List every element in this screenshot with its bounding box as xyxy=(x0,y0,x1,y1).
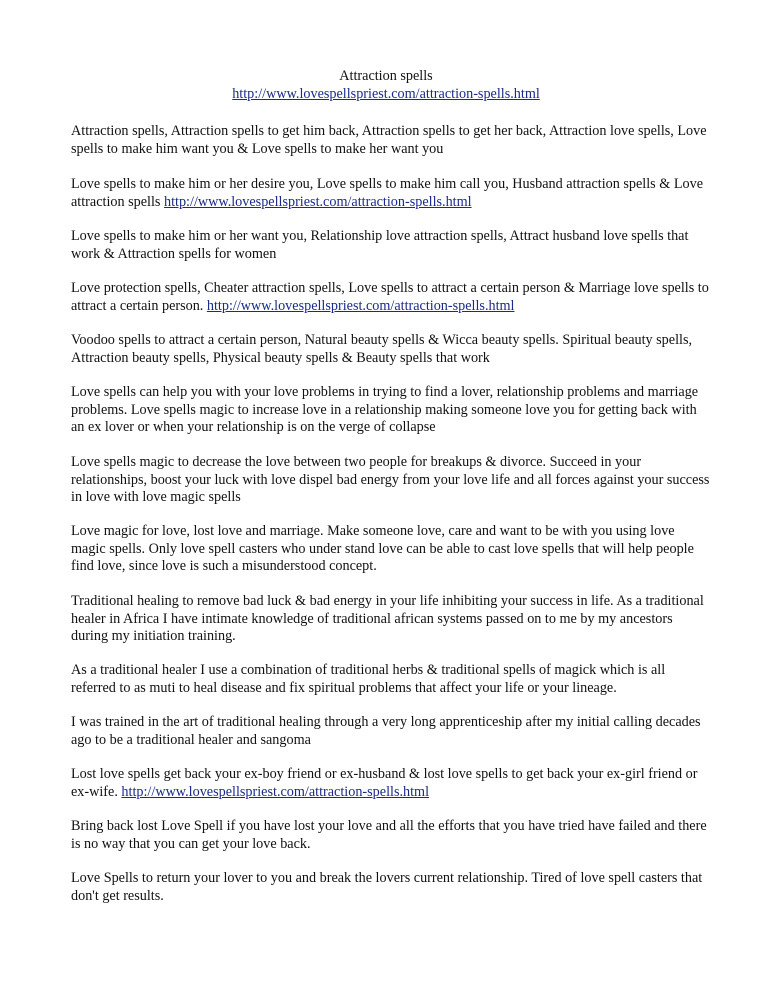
paragraph xyxy=(71,818,711,853)
title-link-line xyxy=(71,86,701,104)
paragraph-text: As a traditional healer I use a combination of traditional herbs & traditional spells of magick which is all referred to as muti to heal disease and fix spiritual problems that affect your life or your lineage. xyxy=(71,662,666,696)
paragraph xyxy=(71,332,711,367)
document-title: Attraction spells xyxy=(339,68,433,84)
paragraph xyxy=(71,280,711,315)
paragraph-text: Love Spells to return your lover to you and break the lovers current relationship. Tired of love spell casters that don't get results. xyxy=(71,870,703,904)
paragraph xyxy=(71,870,711,905)
paragraph-text: Love spells to make him or her want you, Relationship love attraction spells, Attract husband love spells that work & Attraction spells for women xyxy=(71,228,689,262)
paragraph-text: Bring back lost Love Spell if you have lost your love and all the efforts that you have tried have failed and there is no way that you can get your love back. xyxy=(71,818,707,852)
paragraph-link[interactable]: http://www.lovespellspriest.com/attraction-spells.html xyxy=(121,783,430,800)
paragraph xyxy=(71,228,711,263)
paragraph xyxy=(71,714,711,749)
paragraph xyxy=(71,454,711,507)
paragraph-text: Attraction spells, Attraction spells to get him back, Attraction spells to get her back, Attraction love spells, Love spells to make him want you & Love spells to make her want you xyxy=(71,123,707,157)
paragraph xyxy=(71,523,711,576)
paragraph-link[interactable]: http://www.lovespellspriest.com/attraction-spells.html xyxy=(206,297,515,314)
paragraph-text: Love spells magic to decrease the love between two people for breakups & divorce. Succeed in your relationships, boost your luck with love dispel bad energy from your love life and all forces against your success in love with love magic spells xyxy=(71,454,710,506)
paragraph-text: Love protection spells, Cheater attraction spells, Love spells to attract a certain person & Marriage love spells to attract a certain person. xyxy=(71,280,709,314)
paragraph xyxy=(71,662,711,697)
paragraph xyxy=(71,176,711,211)
paragraph xyxy=(71,384,711,437)
paragraph xyxy=(71,123,711,158)
paragraph-link[interactable]: http://www.lovespellspriest.com/attraction-spells.html xyxy=(163,193,472,210)
paragraph-text: I was trained in the art of traditional healing through a very long apprenticeship after my initial calling decades ago to be a traditional healer and sangoma xyxy=(71,714,701,748)
paragraph-text: Lost love spells get back your ex-boy friend or ex-husband & lost love spells to get back your ex-girl friend or ex-wife. xyxy=(71,766,698,800)
paragraph-text: Voodoo spells to attract a certain person, Natural beauty spells & Wicca beauty spells. Spiritual beauty spells, Attraction beauty spells, Physical beauty spells & Beauty spells that work xyxy=(71,332,693,366)
title-link[interactable]: http://www.lovespellspriest.com/attraction-spells.html xyxy=(232,86,540,102)
paragraph xyxy=(71,593,711,646)
paragraph-text: Love magic for love, lost love and marriage. Make someone love, care and want to be with you using love magic spells. Only love spell casters who under stand love can be able to cast love spells that will help people find love, since love is such a misunderstood concept. xyxy=(71,523,694,575)
paragraph xyxy=(71,766,711,801)
paragraph-text: Traditional healing to remove bad luck & bad energy in your life inhibiting your success in life. As a traditional healer in Africa I have intimate knowledge of traditional african systems passed on to me by my ancestors during my initiation training. xyxy=(71,593,704,645)
paragraph-text: Love spells to make him or her desire you, Love spells to make him call you, Husband attraction spells & Love attraction spells xyxy=(71,176,703,210)
paragraph-text: Love spells can help you with your love problems in trying to find a lover, relationship problems and marriage problems. Love spells magic to increase love in a relationship making someone love you for getting back with an ex lover or when your relationship is on the verge of collapse xyxy=(71,384,699,436)
